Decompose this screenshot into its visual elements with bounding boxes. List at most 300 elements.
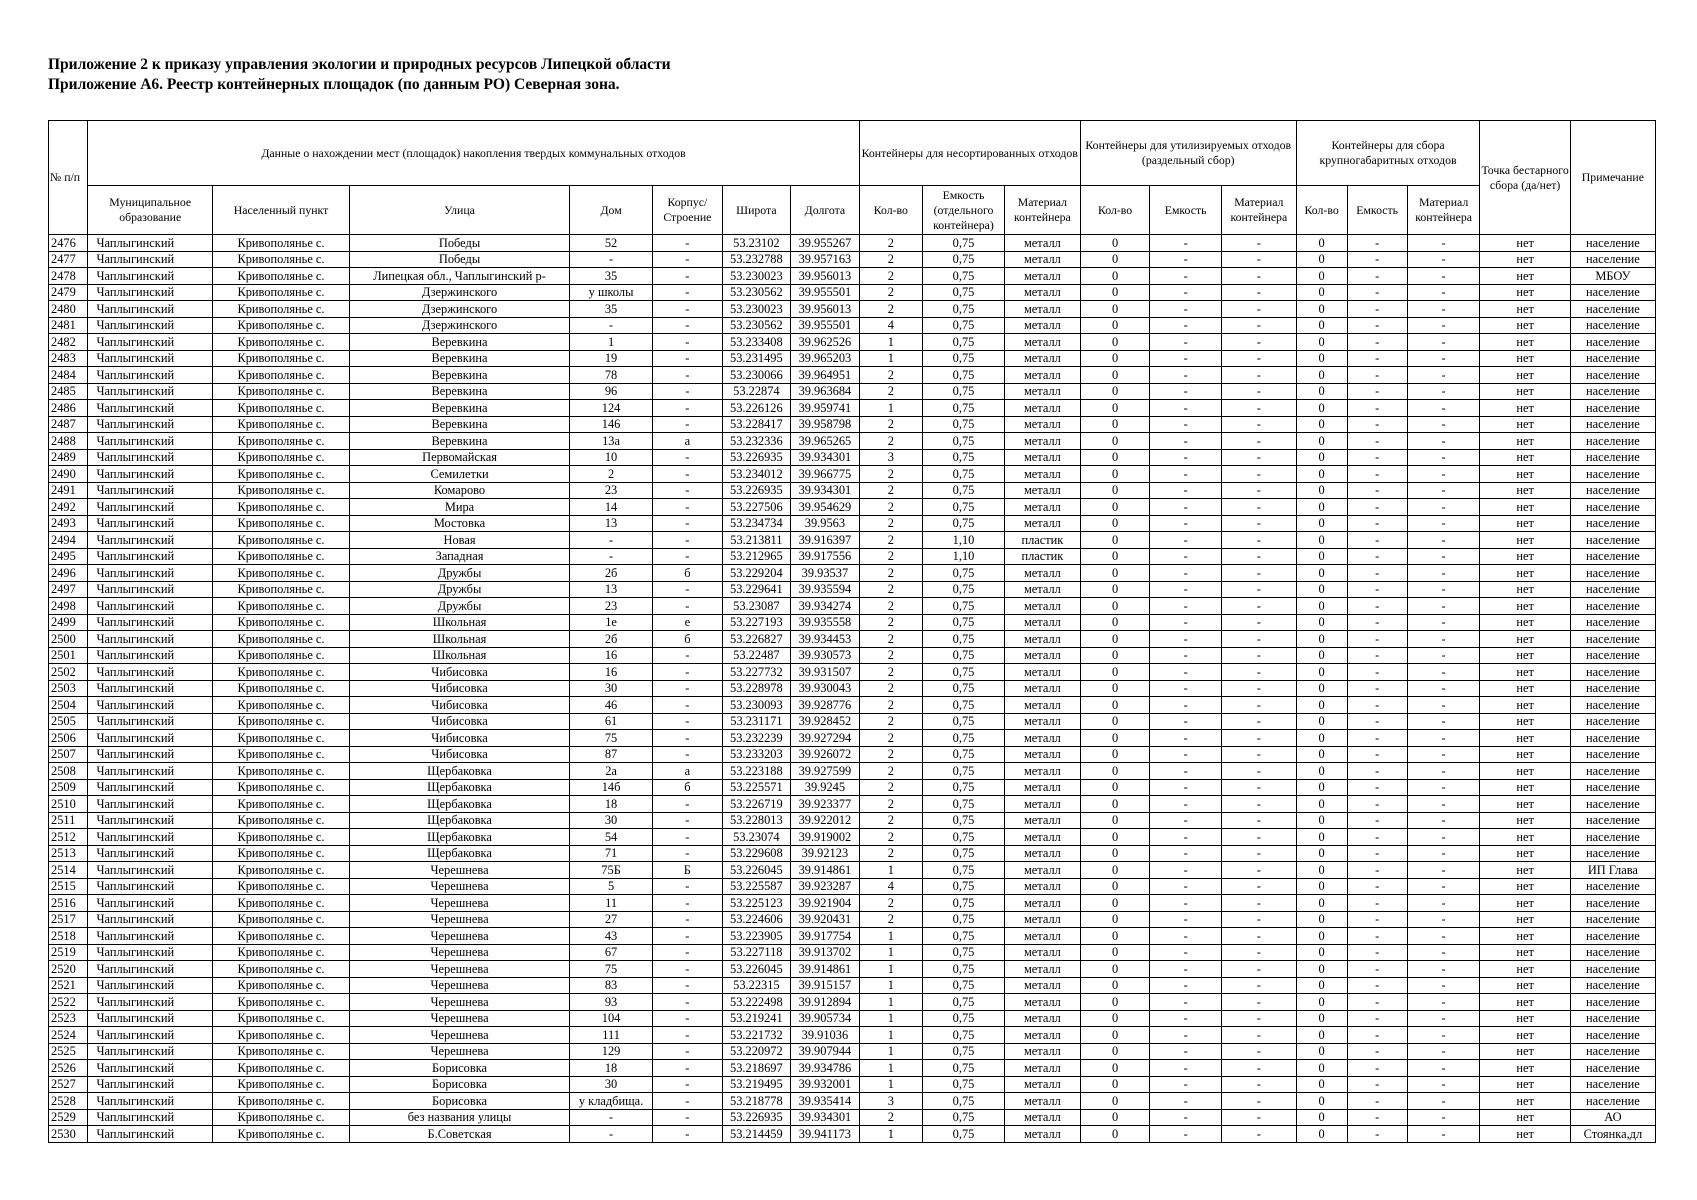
cell-note: МБОУ — [1570, 268, 1655, 285]
cell-bulky-capacity: - — [1347, 862, 1407, 879]
cell-unsorted-material: металл — [1005, 994, 1081, 1011]
cell-bulky-capacity: - — [1347, 961, 1407, 978]
cell-house: 35 — [570, 268, 653, 285]
cell-unsorted-capacity: 0,75 — [923, 1043, 1005, 1060]
cell-street: Чибисовка — [350, 746, 570, 763]
header-unsorted-material: Материал контейнера — [1005, 186, 1081, 235]
cell-settlement: Кривополянье с. — [212, 449, 349, 466]
cell-building: е — [653, 614, 723, 631]
cell-building: - — [653, 697, 723, 714]
cell-bulky-material: - — [1407, 1060, 1480, 1077]
cell-longitude: 39.914861 — [791, 961, 860, 978]
cell-settlement: Кривополянье с. — [212, 845, 349, 862]
cell-building: - — [653, 746, 723, 763]
registry-table-body — [49, 235, 1656, 1143]
cell-bulky-capacity: - — [1347, 235, 1407, 252]
cell-bulky-count: 0 — [1296, 697, 1347, 714]
header-bulky-capacity: Емкость — [1347, 186, 1407, 235]
cell-unsorted-material: металл — [1005, 697, 1081, 714]
cell-row-number: 2516 — [49, 895, 88, 912]
cell-recyclable-count: 0 — [1080, 829, 1150, 846]
container-sites-registry-table — [48, 120, 1656, 1143]
cell-recyclable-material: - — [1221, 845, 1296, 862]
cell-bulky-count: 0 — [1296, 1043, 1347, 1060]
cell-longitude: 39.964951 — [791, 367, 860, 384]
cell-unsorted-count: 2 — [859, 746, 922, 763]
cell-row-number: 2483 — [49, 350, 88, 367]
cell-latitude: 53.226827 — [722, 631, 791, 648]
cell-street: Мира — [350, 499, 570, 516]
cell-row-number: 2522 — [49, 994, 88, 1011]
cell-bulky-material: - — [1407, 845, 1480, 862]
cell-bulky-capacity: - — [1347, 680, 1407, 697]
header-latitude: Широта — [722, 186, 791, 235]
cell-settlement: Кривополянье с. — [212, 284, 349, 301]
cell-bulky-count: 0 — [1296, 878, 1347, 895]
cell-street: Веревкина — [350, 334, 570, 351]
cell-municipality: Чаплыгинский — [88, 1027, 213, 1044]
cell-row-number: 2524 — [49, 1027, 88, 1044]
cell-latitude: 53.226719 — [722, 796, 791, 813]
cell-building: - — [653, 268, 723, 285]
cell-latitude: 53.233203 — [722, 746, 791, 763]
cell-recyclable-count: 0 — [1080, 779, 1150, 796]
cell-row-number: 2491 — [49, 482, 88, 499]
cell-containerless-point: нет — [1480, 532, 1570, 549]
cell-unsorted-capacity: 0,75 — [923, 994, 1005, 1011]
cell-settlement: Кривополянье с. — [212, 746, 349, 763]
cell-unsorted-count: 1 — [859, 862, 922, 879]
cell-row-number: 2530 — [49, 1126, 88, 1143]
cell-unsorted-material: металл — [1005, 730, 1081, 747]
cell-recyclable-count: 0 — [1080, 961, 1150, 978]
cell-unsorted-capacity: 0,75 — [923, 301, 1005, 318]
cell-containerless-point: нет — [1480, 1126, 1570, 1143]
cell-municipality: Чаплыгинский — [88, 284, 213, 301]
cell-street: Новая — [350, 532, 570, 549]
cell-bulky-count: 0 — [1296, 1109, 1347, 1126]
cell-recyclable-material: - — [1221, 911, 1296, 928]
table-row — [49, 449, 1656, 466]
cell-longitude: 39.913702 — [791, 944, 860, 961]
cell-latitude: 53.223905 — [722, 928, 791, 945]
cell-longitude: 39.91036 — [791, 1027, 860, 1044]
cell-recyclable-capacity: - — [1150, 697, 1222, 714]
cell-recyclable-capacity: - — [1150, 1043, 1222, 1060]
cell-latitude: 53.230562 — [722, 317, 791, 334]
cell-containerless-point: нет — [1480, 1093, 1570, 1110]
cell-unsorted-count: 2 — [859, 631, 922, 648]
cell-row-number: 2517 — [49, 911, 88, 928]
cell-street: Чибисовка — [350, 697, 570, 714]
cell-recyclable-count: 0 — [1080, 251, 1150, 268]
cell-longitude: 39.959741 — [791, 400, 860, 417]
cell-containerless-point: нет — [1480, 796, 1570, 813]
cell-note: население — [1570, 730, 1655, 747]
cell-recyclable-material: - — [1221, 251, 1296, 268]
table-row — [49, 631, 1656, 648]
cell-note: население — [1570, 317, 1655, 334]
cell-containerless-point: нет — [1480, 647, 1570, 664]
cell-bulky-capacity: - — [1347, 730, 1407, 747]
cell-containerless-point: нет — [1480, 697, 1570, 714]
cell-unsorted-capacity: 0,75 — [923, 433, 1005, 450]
cell-recyclable-count: 0 — [1080, 268, 1150, 285]
cell-unsorted-material: металл — [1005, 911, 1081, 928]
cell-municipality: Чаплыгинский — [88, 763, 213, 780]
cell-unsorted-capacity: 0,75 — [923, 713, 1005, 730]
cell-recyclable-count: 0 — [1080, 565, 1150, 582]
cell-recyclable-count: 0 — [1080, 862, 1150, 879]
cell-recyclable-count: 0 — [1080, 713, 1150, 730]
cell-containerless-point: нет — [1480, 730, 1570, 747]
cell-settlement: Кривополянье с. — [212, 977, 349, 994]
cell-building: а — [653, 763, 723, 780]
cell-street: Веревкина — [350, 350, 570, 367]
table-row — [49, 730, 1656, 747]
cell-unsorted-count: 2 — [859, 664, 922, 681]
cell-row-number: 2523 — [49, 1010, 88, 1027]
cell-municipality: Чаплыгинский — [88, 268, 213, 285]
cell-latitude: 53.225571 — [722, 779, 791, 796]
cell-note: население — [1570, 878, 1655, 895]
cell-row-number: 2484 — [49, 367, 88, 384]
cell-unsorted-material: металл — [1005, 845, 1081, 862]
cell-note: население — [1570, 433, 1655, 450]
cell-bulky-material: - — [1407, 367, 1480, 384]
cell-house: 30 — [570, 812, 653, 829]
cell-unsorted-count: 1 — [859, 994, 922, 1011]
cell-recyclable-material: - — [1221, 334, 1296, 351]
cell-street: Щербаковка — [350, 796, 570, 813]
cell-unsorted-count: 2 — [859, 466, 922, 483]
cell-street: Дзержинского — [350, 317, 570, 334]
cell-settlement: Кривополянье с. — [212, 1076, 349, 1093]
cell-recyclable-material: - — [1221, 581, 1296, 598]
cell-house: 43 — [570, 928, 653, 945]
cell-bulky-capacity: - — [1347, 944, 1407, 961]
cell-bulky-material: - — [1407, 713, 1480, 730]
cell-bulky-material: - — [1407, 796, 1480, 813]
cell-building: - — [653, 482, 723, 499]
cell-note: население — [1570, 1093, 1655, 1110]
cell-unsorted-count: 3 — [859, 1093, 922, 1110]
cell-unsorted-capacity: 0,75 — [923, 647, 1005, 664]
table-row — [49, 515, 1656, 532]
cell-containerless-point: нет — [1480, 713, 1570, 730]
cell-settlement: Кривополянье с. — [212, 878, 349, 895]
cell-unsorted-capacity: 0,75 — [923, 466, 1005, 483]
cell-row-number: 2520 — [49, 961, 88, 978]
cell-settlement: Кривополянье с. — [212, 548, 349, 565]
cell-row-number: 2518 — [49, 928, 88, 945]
cell-note: население — [1570, 994, 1655, 1011]
cell-recyclable-capacity: - — [1150, 895, 1222, 912]
cell-recyclable-material: - — [1221, 466, 1296, 483]
cell-row-number: 2492 — [49, 499, 88, 516]
cell-longitude: 39.928776 — [791, 697, 860, 714]
cell-bulky-material: - — [1407, 746, 1480, 763]
cell-street: Победы — [350, 251, 570, 268]
cell-note: население — [1570, 565, 1655, 582]
cell-building: б — [653, 779, 723, 796]
cell-longitude: 39.966775 — [791, 466, 860, 483]
cell-bulky-material: - — [1407, 268, 1480, 285]
cell-bulky-capacity: - — [1347, 515, 1407, 532]
cell-house: 35 — [570, 301, 653, 318]
header-bulky-count: Кол-во — [1296, 186, 1347, 235]
cell-recyclable-material: - — [1221, 482, 1296, 499]
cell-recyclable-material: - — [1221, 1010, 1296, 1027]
cell-house: 93 — [570, 994, 653, 1011]
cell-longitude: 39.920431 — [791, 911, 860, 928]
cell-house: - — [570, 548, 653, 565]
cell-unsorted-material: металл — [1005, 763, 1081, 780]
cell-street: Щербаковка — [350, 829, 570, 846]
cell-municipality: Чаплыгинский — [88, 532, 213, 549]
table-row — [49, 763, 1656, 780]
header-settlement: Населенный пункт — [212, 186, 349, 235]
cell-row-number: 2509 — [49, 779, 88, 796]
cell-recyclable-count: 0 — [1080, 994, 1150, 1011]
cell-containerless-point: нет — [1480, 862, 1570, 879]
cell-unsorted-material: металл — [1005, 977, 1081, 994]
cell-unsorted-capacity: 0,75 — [923, 664, 1005, 681]
cell-containerless-point: нет — [1480, 961, 1570, 978]
cell-recyclable-material: - — [1221, 697, 1296, 714]
cell-recyclable-capacity: - — [1150, 878, 1222, 895]
cell-row-number: 2504 — [49, 697, 88, 714]
cell-recyclable-count: 0 — [1080, 482, 1150, 499]
cell-longitude: 39.921904 — [791, 895, 860, 912]
cell-unsorted-capacity: 0,75 — [923, 317, 1005, 334]
cell-recyclable-material: - — [1221, 614, 1296, 631]
cell-latitude: 53.222498 — [722, 994, 791, 1011]
cell-recyclable-capacity: - — [1150, 680, 1222, 697]
cell-building: - — [653, 235, 723, 252]
table-row — [49, 779, 1656, 796]
cell-unsorted-material: металл — [1005, 1043, 1081, 1060]
cell-municipality: Чаплыгинский — [88, 565, 213, 582]
cell-bulky-material: - — [1407, 1027, 1480, 1044]
cell-note: население — [1570, 284, 1655, 301]
cell-longitude: 39.927599 — [791, 763, 860, 780]
cell-latitude: 53.22487 — [722, 647, 791, 664]
cell-recyclable-material: - — [1221, 746, 1296, 763]
cell-recyclable-material: - — [1221, 796, 1296, 813]
cell-bulky-count: 0 — [1296, 779, 1347, 796]
cell-recyclable-capacity: - — [1150, 911, 1222, 928]
cell-latitude: 53.228013 — [722, 812, 791, 829]
cell-municipality: Чаплыгинский — [88, 449, 213, 466]
cell-longitude: 39.957163 — [791, 251, 860, 268]
cell-bulky-capacity: - — [1347, 664, 1407, 681]
cell-street: Школьная — [350, 614, 570, 631]
table-row — [49, 251, 1656, 268]
cell-containerless-point: нет — [1480, 383, 1570, 400]
cell-house: 27 — [570, 911, 653, 928]
cell-settlement: Кривополянье с. — [212, 565, 349, 582]
cell-unsorted-count: 2 — [859, 482, 922, 499]
cell-unsorted-count: 2 — [859, 515, 922, 532]
cell-unsorted-capacity: 0,75 — [923, 499, 1005, 516]
cell-recyclable-count: 0 — [1080, 449, 1150, 466]
cell-bulky-capacity: - — [1347, 746, 1407, 763]
cell-street: Черешнева — [350, 862, 570, 879]
cell-latitude: 53.226935 — [722, 1109, 791, 1126]
cell-settlement: Кривополянье с. — [212, 631, 349, 648]
cell-recyclable-material: - — [1221, 1076, 1296, 1093]
header-street: Улица — [350, 186, 570, 235]
cell-latitude: 53.226045 — [722, 862, 791, 879]
cell-recyclable-count: 0 — [1080, 697, 1150, 714]
header-row-number: № п/п — [49, 121, 88, 235]
cell-containerless-point: нет — [1480, 664, 1570, 681]
cell-unsorted-material: металл — [1005, 664, 1081, 681]
cell-recyclable-capacity: - — [1150, 944, 1222, 961]
cell-unsorted-count: 2 — [859, 697, 922, 714]
cell-building: - — [653, 301, 723, 318]
cell-unsorted-capacity: 0,75 — [923, 251, 1005, 268]
cell-bulky-material: - — [1407, 466, 1480, 483]
table-row — [49, 466, 1656, 483]
cell-unsorted-count: 2 — [859, 713, 922, 730]
table-row — [49, 697, 1656, 714]
cell-recyclable-material: - — [1221, 499, 1296, 516]
cell-house: 10 — [570, 449, 653, 466]
cell-row-number: 2481 — [49, 317, 88, 334]
cell-unsorted-capacity: 1,10 — [923, 532, 1005, 549]
cell-bulky-material: - — [1407, 647, 1480, 664]
cell-settlement: Кривополянье с. — [212, 1093, 349, 1110]
cell-recyclable-capacity: - — [1150, 862, 1222, 879]
cell-bulky-capacity: - — [1347, 878, 1407, 895]
cell-unsorted-material: металл — [1005, 878, 1081, 895]
cell-building: - — [653, 1126, 723, 1143]
cell-bulky-count: 0 — [1296, 614, 1347, 631]
cell-house: 75 — [570, 730, 653, 747]
cell-recyclable-capacity: - — [1150, 334, 1222, 351]
cell-bulky-material: - — [1407, 1010, 1480, 1027]
cell-bulky-count: 0 — [1296, 944, 1347, 961]
cell-recyclable-material: - — [1221, 631, 1296, 648]
cell-municipality: Чаплыгинский — [88, 400, 213, 417]
cell-containerless-point: нет — [1480, 763, 1570, 780]
cell-recyclable-material: - — [1221, 878, 1296, 895]
cell-bulky-count: 0 — [1296, 416, 1347, 433]
cell-bulky-material: - — [1407, 581, 1480, 598]
cell-recyclable-count: 0 — [1080, 284, 1150, 301]
cell-building: - — [653, 647, 723, 664]
cell-containerless-point: нет — [1480, 812, 1570, 829]
cell-unsorted-capacity: 0,75 — [923, 416, 1005, 433]
cell-municipality: Чаплыгинский — [88, 301, 213, 318]
cell-building: - — [653, 598, 723, 615]
cell-street: Чибисовка — [350, 713, 570, 730]
cell-municipality: Чаплыгинский — [88, 697, 213, 714]
cell-bulky-capacity: - — [1347, 466, 1407, 483]
cell-note: население — [1570, 763, 1655, 780]
cell-house: 61 — [570, 713, 653, 730]
table-row — [49, 334, 1656, 351]
cell-longitude: 39.956013 — [791, 301, 860, 318]
cell-recyclable-count: 0 — [1080, 400, 1150, 417]
cell-settlement: Кривополянье с. — [212, 1060, 349, 1077]
cell-recyclable-capacity: - — [1150, 235, 1222, 252]
cell-bulky-count: 0 — [1296, 895, 1347, 912]
cell-settlement: Кривополянье с. — [212, 482, 349, 499]
cell-bulky-capacity: - — [1347, 499, 1407, 516]
cell-latitude: 53.213811 — [722, 532, 791, 549]
cell-house: - — [570, 317, 653, 334]
cell-recyclable-material: - — [1221, 433, 1296, 450]
cell-latitude: 53.227732 — [722, 664, 791, 681]
cell-row-number: 2477 — [49, 251, 88, 268]
cell-recyclable-capacity: - — [1150, 482, 1222, 499]
cell-building: - — [653, 367, 723, 384]
cell-bulky-capacity: - — [1347, 367, 1407, 384]
cell-recyclable-count: 0 — [1080, 1043, 1150, 1060]
cell-note: население — [1570, 1043, 1655, 1060]
cell-municipality: Чаплыгинский — [88, 664, 213, 681]
cell-unsorted-material: металл — [1005, 1109, 1081, 1126]
cell-settlement: Кривополянье с. — [212, 614, 349, 631]
cell-building: - — [653, 284, 723, 301]
cell-containerless-point: нет — [1480, 466, 1570, 483]
cell-street: Школьная — [350, 647, 570, 664]
cell-bulky-count: 0 — [1296, 796, 1347, 813]
cell-house: 83 — [570, 977, 653, 994]
table-row — [49, 433, 1656, 450]
cell-bulky-material: - — [1407, 1076, 1480, 1093]
table-row — [49, 977, 1656, 994]
cell-bulky-count: 0 — [1296, 433, 1347, 450]
cell-note: население — [1570, 499, 1655, 516]
cell-latitude: 53.220972 — [722, 1043, 791, 1060]
cell-street: Западная — [350, 548, 570, 565]
cell-longitude: 39.928452 — [791, 713, 860, 730]
cell-longitude: 39.935594 — [791, 581, 860, 598]
cell-recyclable-material: - — [1221, 1109, 1296, 1126]
cell-row-number: 2489 — [49, 449, 88, 466]
cell-recyclable-material: - — [1221, 944, 1296, 961]
cell-note: население — [1570, 779, 1655, 796]
cell-latitude: 53.223188 — [722, 763, 791, 780]
cell-unsorted-material: металл — [1005, 400, 1081, 417]
cell-bulky-capacity: - — [1347, 829, 1407, 846]
cell-bulky-capacity: - — [1347, 895, 1407, 912]
cell-building: - — [653, 730, 723, 747]
cell-latitude: 53.230093 — [722, 697, 791, 714]
cell-recyclable-capacity: - — [1150, 1076, 1222, 1093]
cell-recyclable-capacity: - — [1150, 251, 1222, 268]
cell-longitude: 39.934301 — [791, 1109, 860, 1126]
cell-bulky-material: - — [1407, 1043, 1480, 1060]
cell-recyclable-capacity: - — [1150, 796, 1222, 813]
cell-unsorted-count: 1 — [859, 1076, 922, 1093]
cell-municipality: Чаплыгинский — [88, 680, 213, 697]
cell-row-number: 2508 — [49, 763, 88, 780]
cell-row-number: 2505 — [49, 713, 88, 730]
cell-unsorted-capacity: 0,75 — [923, 482, 1005, 499]
cell-recyclable-count: 0 — [1080, 235, 1150, 252]
cell-unsorted-count: 1 — [859, 334, 922, 351]
cell-note: население — [1570, 466, 1655, 483]
cell-street: Черешнева — [350, 977, 570, 994]
cell-recyclable-count: 0 — [1080, 301, 1150, 318]
cell-house: 75 — [570, 961, 653, 978]
table-row — [49, 317, 1656, 334]
